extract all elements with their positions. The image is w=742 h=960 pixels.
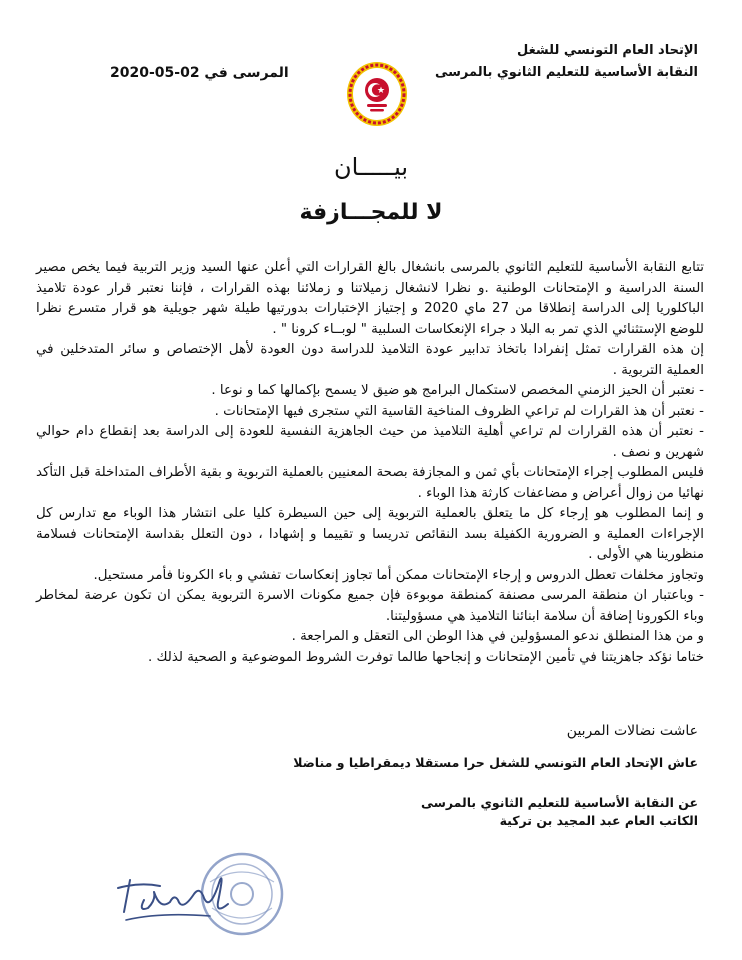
paragraph: - نعتبر أن هذ القرارات لم تراعي الظروف المناخية القاسية التي ستجرى فيها الإمتحانات . xyxy=(214,403,704,419)
statement-body xyxy=(36,258,704,668)
paragraph: - نعتبر أن هذه القرارات لم تراعي أهلية التلاميذ من حيث الجاهزية النفسية للعودة إلى الدراسة بعد إنقطاع دام حوالي شهرين و نصف . xyxy=(36,424,704,460)
signature-graphic xyxy=(100,842,300,952)
ugtt-logo xyxy=(345,60,409,128)
org-line-2: النقابة الأساسية للتعليم الثانوي بالمرسى xyxy=(434,65,698,80)
organization-header xyxy=(398,40,698,84)
place-date: المرسى في 02-05-2020 xyxy=(110,65,289,81)
paragraph: - وباعتبار ان منطقة المرسى مصنفة كمنطقة موبوءة فإن جميع مكونات الاسرة التربوية يمكن ان تكون عرضة لمخاطر وباء الكورونا إضافة أن سلامة ابنائنا التلاميذ هي مسؤوليتنا. xyxy=(36,588,704,624)
signatory-name: الكاتب العام عبد المجيد بن تركية xyxy=(499,813,698,828)
logo-graphic xyxy=(345,60,409,128)
paragraph: - نعتبر أن الحيز الزمني المخصص لاستكمال البرامج هو ضيق لا يسمح بإكمالها كما و نوعا . xyxy=(211,383,704,398)
document-title: بيـــــان xyxy=(333,153,408,181)
org-line-1: الإتحاد العام التونسي للشغل xyxy=(516,43,698,58)
paragraph: و إنما المطلوب هو إرجاء كل ما يتعلق بالعملية التربوية إلى حين السيطرة كليا على انتشار هذا الوباء مع تدارس كل الإجراءات العملية و الضرورية الكفيلة بسد النقائص تدريسا و تقييما و إشهادا ، دون التعلل بقداسة الإمتحانات فسلامة منظورينا هي الأولى . xyxy=(36,506,704,562)
paragraph: ختاما نؤكد جاهزيتنا في تأمين الإمتحانات و إنجاحها طالما توفرت الشروط الموضوعية و الصحية لذلك . xyxy=(148,649,704,665)
document-subtitle: لا للمجـــازفة xyxy=(299,200,443,225)
signatory-organization: عن النقابة الأساسية للتعليم الثانوي بالمرسى xyxy=(420,795,698,810)
paragraph: فليس المطلوب إجراء الإمتحانات بأي ثمن و المجازفة بصحة المعنيين بالعملية التربوية و بقية الأطراف المتداخلة قبل التأكد نهائيا من زوال أعراض و مضاعفات كارثة هذا الوباء . xyxy=(36,465,704,501)
paragraph: وتجاوز مخلفات تعطل الدروس و إرجاء الإمتحانات ممكن أما تجاوز إنعكاسات تفشي و باء الكرونا فأمر مستحيل. xyxy=(93,567,704,583)
closing-slogan-teachers: عاشت نضالات المربين xyxy=(566,723,698,739)
paragraph: و من هذا المنطلق ندعو المسؤولين في هذا الوطن الى التعقل و المراجعة . xyxy=(291,629,704,644)
closing-slogan-union: عاش الإتحاد العام التونسي للشغل حرا مستقلا ديمقراطيا و مناضلا xyxy=(293,755,698,770)
paragraph: إن هذه القرارات تمثل إنفرادا باتخاذ تدابير عودة التلاميذ للدراسة دون العودة لأهل الإختصاص و سائر المتدخلين في العملية التربوية . xyxy=(36,342,704,378)
signature-stamp xyxy=(100,842,300,952)
paragraph: تتابع النقابة الأساسية للتعليم الثانوي بالمرسى بانشغال بالغ القرارات التي أعلن عنها السيد وزير التربية فيما يخص مصير السنة الدراسية و الإمتحانات الوطنية .و نظرا لانشغال زميلاتنا و زملائنا بهذه القرارات ، فإننا نعتبر قرار عودة تلاميذ الباكلوريا إلى الدراسة إنطلاقا من 27 ماي 2020 و إجتياز الإختبارات بدورتيها طيلة شهر جويلية هو قرار متسرع نظرا للوضع الإستثنائي الذي تمر به البلا د جراء الإنعكاسات السلبية " لوبــاء كرونا " . xyxy=(36,260,704,337)
